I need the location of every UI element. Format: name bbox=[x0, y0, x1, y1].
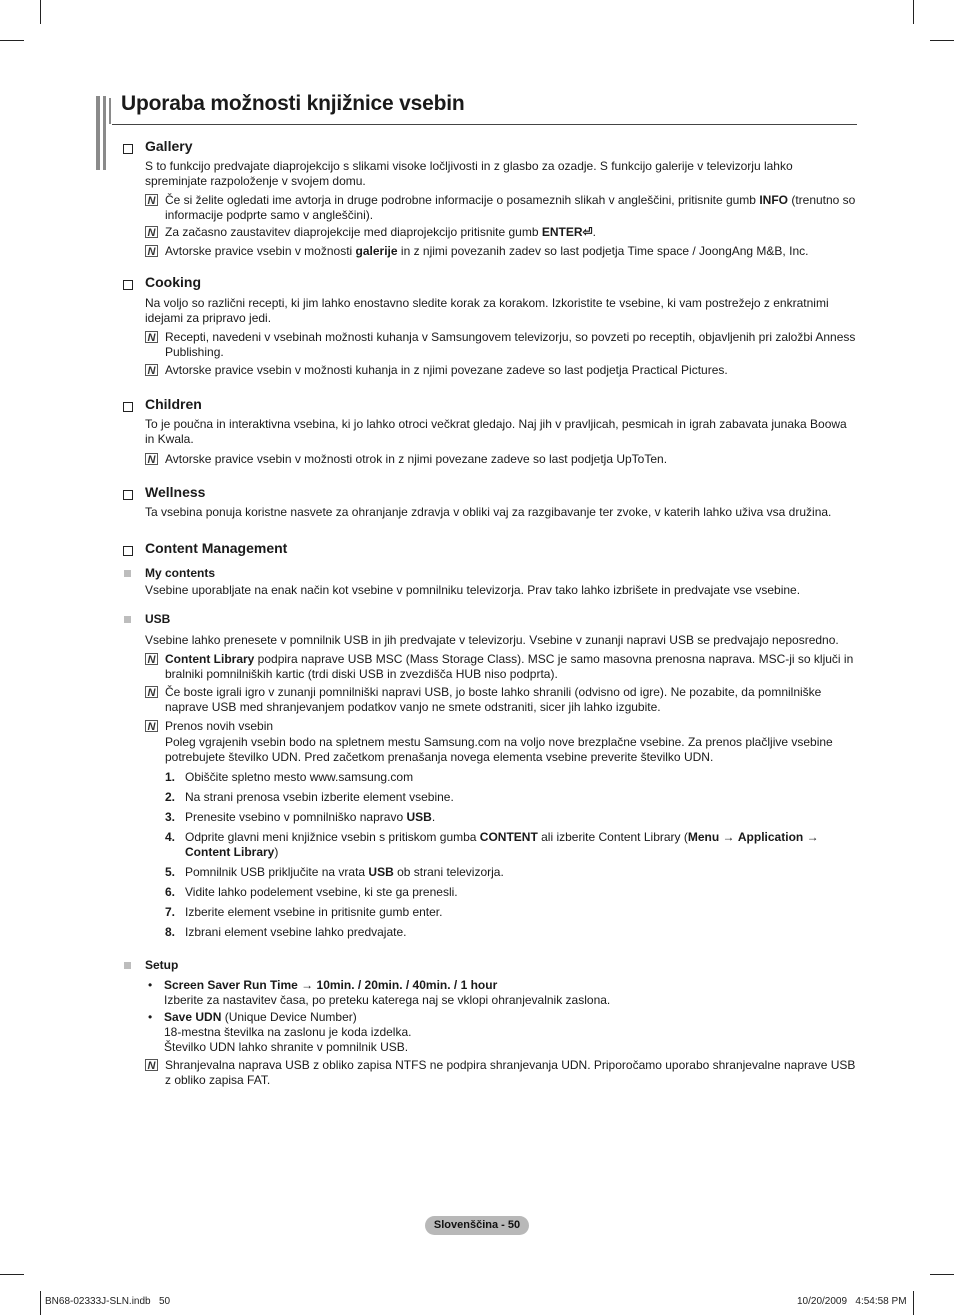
note: N Prenos novih vsebin Poleg vgrajenih vsebin bodo na spletnem mestu Samsung.com na voljo nove brezplačne vsebine. Za prenos plačljive vsebine potrebujete številko UDN. Pred začetkom prenašanja novega elementa vsebine preverite številko UDN. 1. Obiščite spletno mesto www.samsung.com 2. Na strani prenosa vsebin izberite element vsebine. 3. Prenesite vsebino v pomnilniško napravo USB. 4. Odprite glavni meni knjižnice vsebin s pritiskom gumba CONTENT ali izberite Content Library (Menu → Application → Content Library) 5. Pomnilnik USB priključite na vrata USB ob strani televizorja. 6. Vidite lahko podelement vsebine, ki ste ga prenesli. 7. Izberite element vsebine in pritisnite gumb enter. 8. Izbrani element vsebine lahko predvajate. bbox=[145, 719, 857, 940]
title-rule bbox=[112, 124, 857, 125]
section-title: Children bbox=[145, 396, 202, 412]
note: N Content Library podpira naprave USB MSC (Mass Storage Class). MSC je samo masovna prenosna naprava. MSC-ji so ključi in bralniki pomnilniških kartic (trdi diski USB in zvezdišča HUB niso podprta). bbox=[145, 652, 857, 682]
section-children bbox=[122, 396, 857, 467]
bullet-icon: • bbox=[148, 1010, 153, 1024]
list-item: 1. Obiščite spletno mesto www.samsung.com bbox=[165, 770, 414, 784]
section-heading bbox=[122, 274, 857, 294]
crop-mark bbox=[913, 1291, 914, 1315]
section-cooking bbox=[122, 274, 857, 378]
section-text: Ta vsebina ponuja koristne nasvete za ohranjanje zdravja v obliki vaj za razgibavanje ter zvoke, v katerih lahko uživa vsa družina. bbox=[145, 505, 832, 519]
section-title: Gallery bbox=[145, 138, 193, 154]
bullet-icon: • bbox=[148, 978, 153, 992]
checkbox-bullet-icon bbox=[123, 490, 133, 500]
note-icon: N bbox=[145, 653, 158, 665]
checkbox-bullet-icon bbox=[123, 280, 133, 290]
note: N Shranjevalna naprava USB z obliko zapisa NTFS ne podpira shranjevanja UDN. Priporočamo uporabo shranjevalne naprave USB z obliko zapisa FAT. bbox=[145, 1058, 857, 1088]
note: N Avtorske pravice vsebin v možnosti otrok in z njimi povezane zadeve so last podjetja UpToTen. bbox=[145, 452, 857, 467]
section-title: Content Management bbox=[145, 540, 288, 556]
section-text: S to funkcijo predvajate diaprojekcijo s slikami visoke ločljivosti in z glasbo za ozadje. S funkcijo galerije v televizorju lahko spreminjate razpoloženje v svojem domu. bbox=[145, 159, 793, 188]
square-bullet-icon bbox=[124, 616, 131, 623]
crop-mark bbox=[913, 0, 914, 24]
section-title: Wellness bbox=[145, 484, 206, 500]
note: N Avtorske pravice vsebin v možnosti galerije in z njimi povezanih zadev so last podjetja Time space / JoongAng M&B, Inc. bbox=[145, 244, 857, 259]
section-title: Cooking bbox=[145, 274, 201, 290]
crop-mark bbox=[0, 40, 24, 41]
section-gallery bbox=[122, 138, 857, 259]
page-title: Uporaba možnosti knjižnice vsebin bbox=[121, 92, 465, 115]
list-item: • Screen Saver Run Time → 10min. / 20min. / 40min. / 1 hour Izberite za nastavitev časa, po preteku katerega naj se vklopi ohranjevalnik zaslona. bbox=[148, 978, 611, 1007]
note-icon: N bbox=[145, 331, 158, 343]
checkbox-bullet-icon bbox=[123, 546, 133, 556]
note-icon: N bbox=[145, 194, 158, 206]
section-text: Vsebine uporabljate na enak način kot vsebine v pomnilniku televizorja. Prav tako lahko izbrišete in predvajate vse vsebine. bbox=[145, 583, 801, 597]
list-item: 4. Odprite glavni meni knjižnice vsebin s pritiskom gumba CONTENT ali izberite Content Library (Menu → Application → Content Library) bbox=[165, 830, 819, 859]
crop-mark bbox=[0, 1274, 24, 1275]
note-icon: N bbox=[145, 364, 158, 376]
square-bullet-icon bbox=[124, 962, 131, 969]
steps-list bbox=[165, 770, 857, 940]
note: N Če boste igrali igro v zunanji pomnilniški napravi USB, jo boste lahko shranili (odvisno od igre). Ne pozabite, da pomnilniške naprave USB med shranjevanjem podatkov vanjo ne smete odstraniti, sicer jih lahko izgubite. bbox=[145, 685, 857, 715]
note: N Za začasno zaustavitev diaprojekcije med diaprojekcijo pritisnite gumb ENTER⏎. bbox=[145, 225, 857, 240]
note: N Avtorske pravice vsebin v možnosti kuhanja in z njimi povezane zadeve so last podjetja Practical Pictures. bbox=[145, 363, 857, 378]
section-text: To je poučna in interaktivna vsebina, ki jo lahko otroci večkrat gledajo. Naj jih v pravljicah, pesmicah in igrah zabavata junaka Boowa in Kwala. bbox=[145, 417, 847, 446]
note-icon: N bbox=[145, 1059, 158, 1071]
section-text: Na voljo so različni recepti, ki jim lahko enostavno sledite korak za korakom. Izkoristite te vsebine, ki vam postrežejo z enkratnimi idejami za pripravo jedi. bbox=[145, 296, 829, 325]
list-item: 8. Izbrani element vsebine lahko predvajate. bbox=[165, 925, 407, 939]
section-heading bbox=[122, 396, 857, 416]
subsection-my-contents: My contents bbox=[122, 566, 857, 581]
note-icon: N bbox=[145, 453, 158, 465]
section-content-management bbox=[122, 540, 857, 1088]
crop-mark bbox=[930, 1274, 954, 1275]
subsection-setup: Setup bbox=[122, 958, 857, 973]
list-item: 6. Vidite lahko podelement vsebine, ki ste ga prenesli. bbox=[165, 885, 458, 899]
note: N Recepti, navedeni v vsebinah možnosti kuhanja v Samsungovem televizorju, so povzeti po receptih, objavljenih pri založbi Anness Publishing. bbox=[145, 330, 857, 360]
note-icon: N bbox=[145, 686, 158, 698]
list-item: 2. Na strani prenosa vsebin izberite element vsebine. bbox=[165, 790, 454, 804]
crop-mark bbox=[40, 0, 41, 24]
note-icon: N bbox=[145, 245, 158, 257]
checkbox-bullet-icon bbox=[123, 144, 133, 154]
subsection-usb: USB bbox=[122, 612, 857, 627]
list-item: 5. Pomnilnik USB priključite na vrata USB ob strani televizorja. bbox=[165, 865, 504, 879]
section-text: Vsebine lahko prenesete v pomnilnik USB in jih predvajate v televizorju. Vsebine v zunanji napravi USB se predvajajo neposredno. bbox=[145, 633, 839, 647]
page-number-badge: Slovenščina - 50 bbox=[425, 1216, 529, 1235]
print-date: 10/20/2009 4:54:58 PM bbox=[797, 1296, 907, 1307]
list-item: • Save UDN (Unique Device Number) 18-mestna številka na zaslonu je koda izdelka. Številko UDN lahko shranite v pomnilnik USB. bbox=[148, 1010, 412, 1054]
crop-mark bbox=[40, 1291, 41, 1315]
section-heading bbox=[122, 138, 857, 158]
list-item: 3. Prenesite vsebino v pomnilniško napravo USB. bbox=[165, 810, 436, 824]
list-item: 7. Izberite element vsebine in pritisnite gumb enter. bbox=[165, 905, 443, 919]
section-heading bbox=[122, 540, 857, 560]
crop-mark bbox=[930, 40, 954, 41]
note: N Če si želite ogledati ime avtorja in druge podrobne informacije o posameznih slikah v angleščini, pritisnite gumb INFO (trenutno so informacije podprte samo v angleščini). bbox=[145, 193, 857, 223]
square-bullet-icon bbox=[124, 570, 131, 577]
section-heading bbox=[122, 484, 857, 504]
print-file-name: BN68-02333J-SLN.indb 50 bbox=[45, 1296, 171, 1307]
note-icon: N bbox=[145, 226, 158, 238]
section-wellness bbox=[122, 484, 857, 520]
enter-icon: ⏎ bbox=[582, 225, 593, 239]
note-icon: N bbox=[145, 720, 158, 732]
checkbox-bullet-icon bbox=[123, 402, 133, 412]
